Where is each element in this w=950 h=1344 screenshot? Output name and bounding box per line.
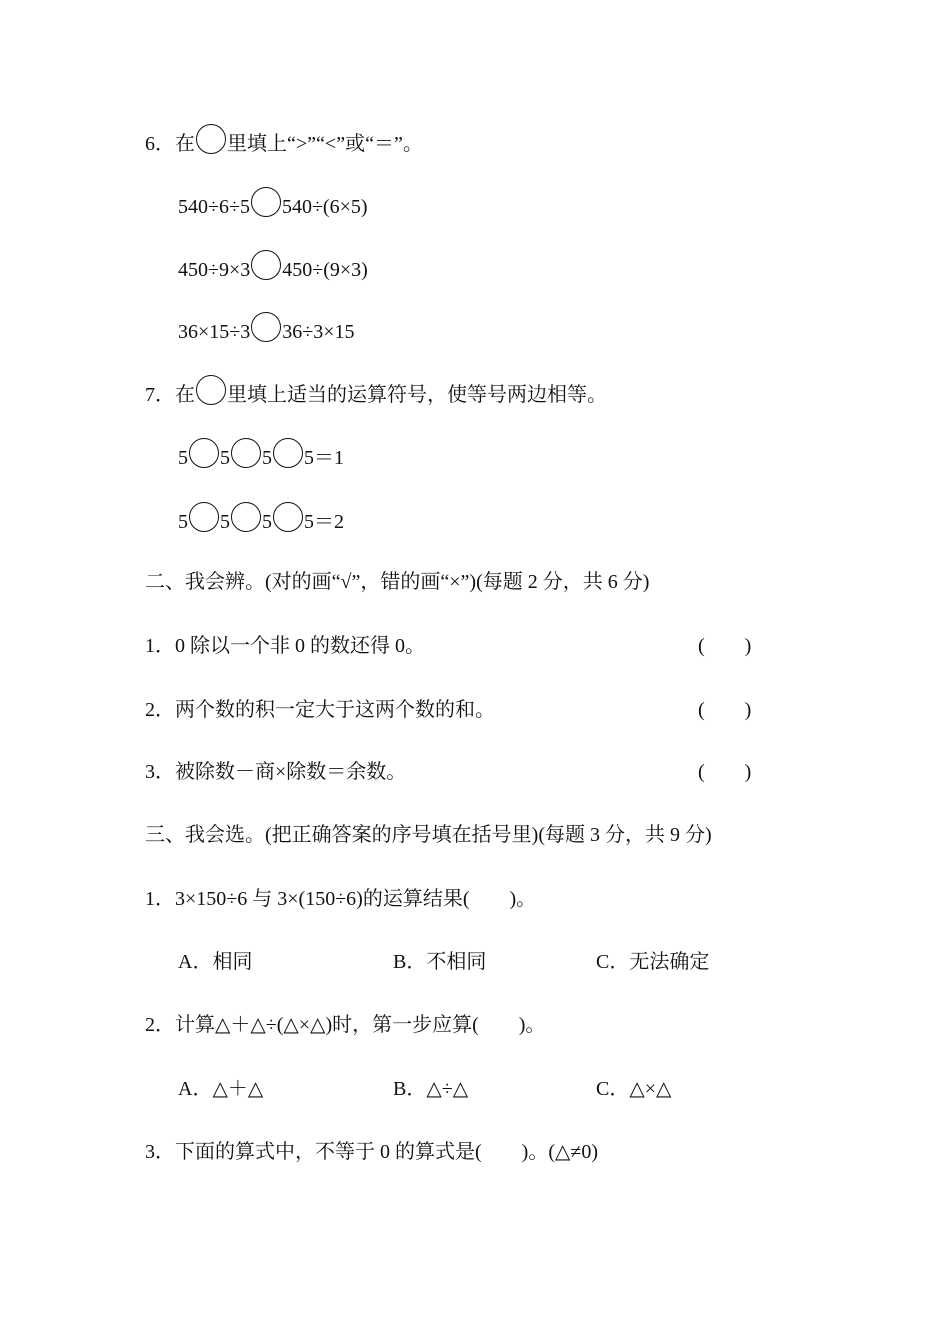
q6-number: 6． bbox=[145, 133, 175, 155]
item-text: 两个数的积一定大于这两个数的和。 bbox=[175, 699, 495, 721]
q6-row-2-left: 450÷9×3 bbox=[178, 259, 251, 281]
q7-row-1 bbox=[178, 438, 344, 473]
option-a[interactable]: A．相同 bbox=[178, 951, 253, 973]
q6-prompt bbox=[145, 124, 423, 159]
answer-parentheses[interactable]: ( ) bbox=[698, 635, 752, 657]
option-b[interactable]: B．不相同 bbox=[393, 951, 487, 973]
answer-circle[interactable] bbox=[273, 438, 303, 468]
q7-row-2 bbox=[178, 502, 344, 537]
q7-row-2-n1: 5 bbox=[178, 511, 188, 533]
q7-prompt bbox=[145, 375, 607, 410]
answer-circle[interactable] bbox=[273, 502, 303, 532]
item-text: 计算△＋△÷(△×△)时，第一步应算( )。 bbox=[175, 1014, 546, 1036]
section2-item-1 bbox=[145, 631, 425, 661]
option-c[interactable]: C．无法确定 bbox=[596, 951, 710, 973]
q7-pre-text: 在 bbox=[175, 384, 195, 406]
item-text: 被除数－商×除数＝余数。 bbox=[175, 761, 407, 783]
section3-title: 三、我会选。(把正确答案的序号填在括号里)(每题 3 分，共 9 分) bbox=[145, 824, 712, 846]
q6-row-2 bbox=[178, 250, 368, 285]
item-number: 2． bbox=[145, 1014, 175, 1036]
section2-title: 二、我会辨。(对的画“√”，错的画“×”)(每题 2 分，共 6 分) bbox=[145, 571, 650, 593]
answer-parentheses[interactable]: ( ) bbox=[698, 699, 752, 721]
q7-row-1-n1: 5 bbox=[178, 447, 188, 469]
section3-q1 bbox=[145, 884, 536, 914]
q6-pre-text: 在 bbox=[175, 133, 195, 155]
item-number: 1． bbox=[145, 888, 175, 910]
q7-row-2-n3: 5 bbox=[262, 511, 272, 533]
q6-row-1-left: 540÷6÷5 bbox=[178, 196, 250, 218]
q6-row-1 bbox=[178, 187, 368, 222]
answer-parentheses[interactable]: ( ) bbox=[698, 761, 752, 783]
item-text: 下面的算式中，不等于 0 的算式是( )。(△≠0) bbox=[175, 1141, 598, 1163]
section2-item-2 bbox=[145, 695, 495, 725]
q6-row-2-right: 450÷(9×3) bbox=[282, 259, 368, 281]
answer-circle[interactable] bbox=[231, 502, 261, 532]
q6-row-3-left: 36×15÷3 bbox=[178, 321, 251, 343]
item-number: 3． bbox=[145, 1141, 175, 1163]
option-b[interactable]: B．△÷△ bbox=[393, 1078, 469, 1100]
option-c[interactable]: C．△×△ bbox=[596, 1078, 672, 1100]
answer-circle[interactable] bbox=[231, 438, 261, 468]
answer-circle[interactable] bbox=[251, 250, 281, 280]
section2-item-3 bbox=[145, 757, 406, 787]
q7-row-2-n2: 5 bbox=[220, 511, 230, 533]
answer-circle[interactable] bbox=[251, 187, 281, 217]
answer-circle[interactable] bbox=[189, 438, 219, 468]
item-text: 3×150÷6 与 3×(150÷6)的运算结果( )。 bbox=[175, 888, 537, 910]
item-text: 0 除以一个非 0 的数还得 0。 bbox=[175, 635, 425, 657]
answer-circle[interactable] bbox=[251, 312, 281, 342]
item-number: 1． bbox=[145, 635, 175, 657]
q6-row-1-right: 540÷(6×5) bbox=[281, 196, 368, 218]
answer-circle-example bbox=[196, 124, 226, 154]
q6-post-text: 里填上“>”“<”或“＝”。 bbox=[227, 133, 423, 155]
q7-row-2-n4: 5＝2 bbox=[304, 511, 344, 533]
answer-circle-example bbox=[196, 375, 226, 405]
item-number: 2． bbox=[145, 699, 175, 721]
q7-row-1-n2: 5 bbox=[220, 447, 230, 469]
q7-row-1-n4: 5＝1 bbox=[304, 447, 344, 469]
q6-row-3-right: 36÷3×15 bbox=[282, 321, 355, 343]
section3-q3 bbox=[145, 1137, 598, 1167]
answer-circle[interactable] bbox=[189, 502, 219, 532]
q7-post-text: 里填上适当的运算符号，使等号两边相等。 bbox=[227, 384, 607, 406]
option-a[interactable]: A．△＋△ bbox=[178, 1078, 264, 1100]
q6-row-3 bbox=[178, 312, 355, 347]
item-number: 3． bbox=[145, 761, 175, 783]
q7-row-1-n3: 5 bbox=[262, 447, 272, 469]
q7-number: 7． bbox=[145, 384, 175, 406]
section3-q2 bbox=[145, 1010, 545, 1040]
